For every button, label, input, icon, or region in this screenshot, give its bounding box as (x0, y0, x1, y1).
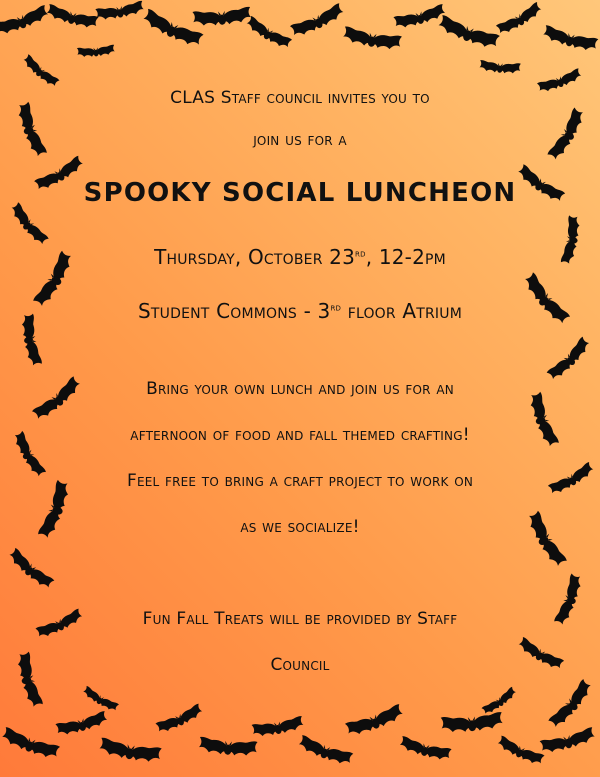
bat-icon (561, 215, 582, 264)
bat-icon (290, 3, 346, 39)
event-date-ordinal: rd (355, 248, 366, 260)
bat-icon (46, 4, 99, 31)
bat-icon (0, 5, 50, 37)
event-description (70, 366, 530, 550)
bat-icon (540, 727, 596, 755)
event-time: , 12-2pm (365, 245, 446, 269)
bat-icon (548, 462, 596, 497)
bat-icon (399, 736, 452, 763)
bat-icon (547, 107, 587, 162)
bat-icon (95, 1, 144, 22)
bat-icon (20, 314, 43, 367)
bat-icon (82, 686, 119, 714)
bat-icon (155, 703, 204, 735)
bat-icon (479, 60, 521, 75)
bat-icon (542, 25, 598, 53)
bat-icon (496, 735, 545, 767)
bat-icon (342, 26, 402, 52)
bat-icon (527, 392, 559, 448)
event-date-prefix: Thursday, October 23 (154, 245, 356, 269)
treats-line: Council (270, 655, 330, 675)
bat-icon (8, 202, 49, 247)
description-line: afternoon of food and fall themed crafting! (130, 425, 470, 445)
bat-icon (245, 16, 293, 51)
bat-icon (99, 737, 162, 764)
invite-line-2: join us for a (253, 130, 347, 150)
invite-line-1: CLAS Staff council invites you to (170, 88, 430, 108)
description-line: as we socialize! (240, 517, 360, 537)
bat-icon (21, 54, 59, 89)
event-title: SPOOKY SOCIAL LUNCHEON (83, 178, 517, 208)
bat-icon (496, 2, 544, 37)
bat-icon (345, 704, 405, 739)
bat-icon (33, 251, 76, 309)
event-location-prefix: Student Commons - 3 (138, 299, 331, 323)
bat-icon (11, 431, 46, 479)
bat-icon (192, 7, 251, 28)
bat-icon (441, 712, 503, 734)
bat-icon (7, 548, 55, 591)
bat-icon (77, 45, 115, 58)
bat-icon (199, 737, 258, 758)
event-location-place: floor Atrium (341, 299, 462, 323)
bat-icon (537, 68, 583, 94)
event-date (70, 245, 530, 269)
bat-icon (393, 4, 446, 31)
bat-icon (55, 711, 108, 738)
bat-icon (1, 727, 61, 762)
bat-icon (15, 102, 47, 158)
treats-line: Fun Fall Treats will be provided by Staff (142, 609, 458, 629)
description-line: Feel free to bring a craft project to work on (126, 471, 474, 491)
event-location (70, 299, 530, 323)
bat-icon (252, 716, 305, 739)
description-line: Bring your own lunch and join us for an (146, 379, 454, 399)
bat-icon (38, 480, 73, 540)
treats-note (70, 596, 530, 688)
bat-icon (15, 652, 43, 708)
bat-icon (546, 336, 592, 382)
bat-icon (481, 687, 517, 717)
event-location-ordinal: rd (330, 302, 342, 314)
bat-icon (297, 735, 353, 767)
bat-icon (554, 573, 584, 626)
bat-icon (437, 15, 500, 52)
bat-icon (548, 679, 594, 730)
bat-icon (525, 511, 568, 569)
